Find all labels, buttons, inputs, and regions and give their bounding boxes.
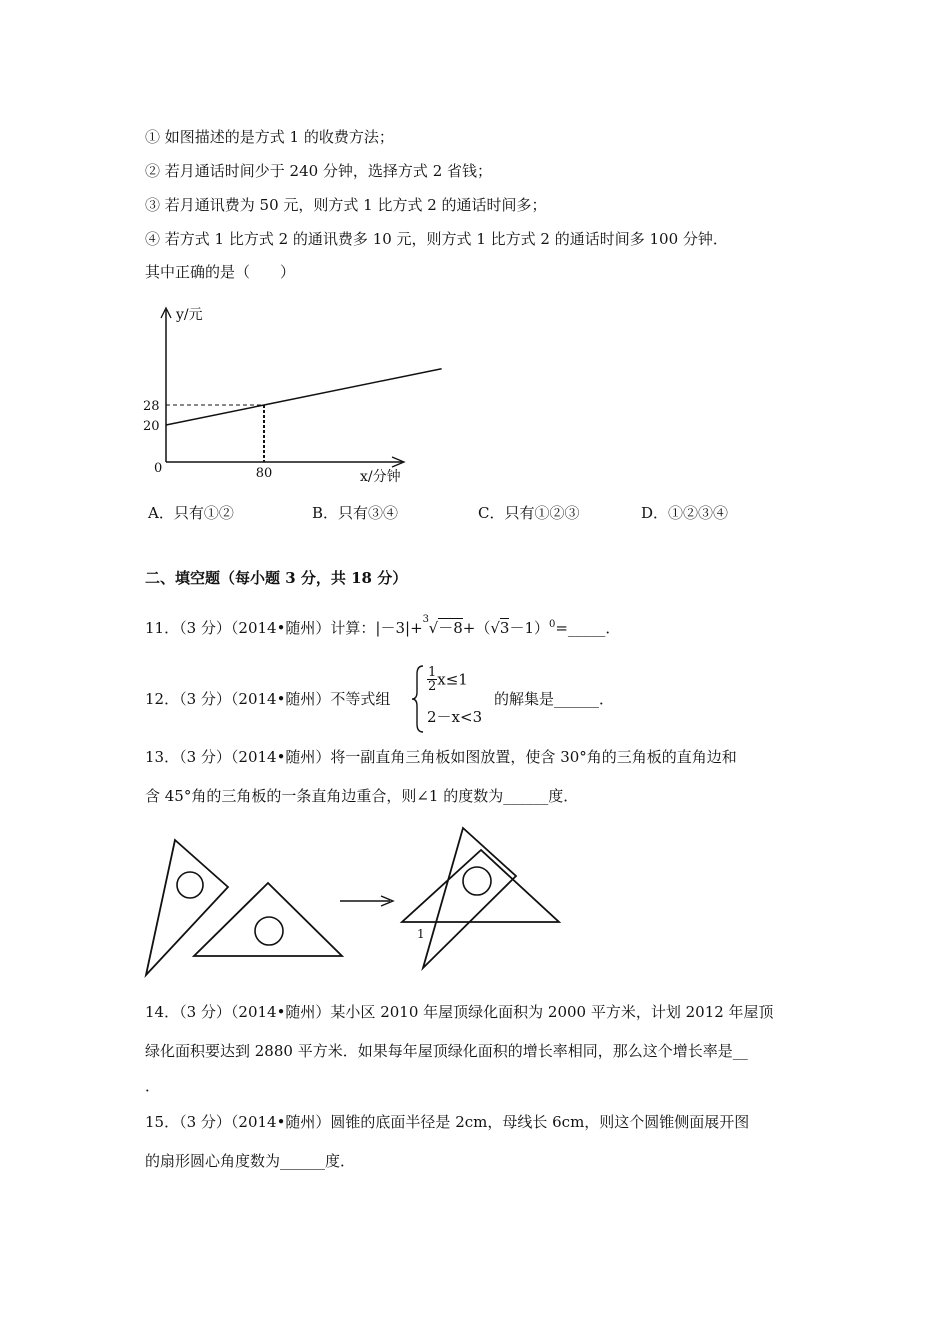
- line-graph-figure: [140, 300, 420, 490]
- q11-cube-root: [422, 614, 463, 638]
- ruler-hole-circle: [255, 917, 283, 945]
- x-axis-label: x/分钟: [360, 469, 401, 485]
- q11-start: 11．（3 分）（2014•随州）计算：|－3|+: [145, 619, 423, 637]
- q12-text-end: 的解集是______．: [494, 690, 615, 708]
- q12-inequality-1-rest: x≤1: [437, 670, 468, 689]
- q12-fraction: [427, 666, 437, 693]
- y-tick-label-28: 28: [143, 399, 160, 414]
- q14-line-1: 14．（3 分）（2014•随州）某小区 2010 年屋顶绿化面积为 2000 平方米，计划 2012 年屋顶: [145, 1003, 774, 1021]
- origin-label: 0: [154, 461, 163, 476]
- q10-prompt: 其中正确的是（ ）: [145, 263, 296, 281]
- q12-inequality-system: [411, 664, 483, 734]
- q10-statement-2: ② 若月通话时间少于 240 分钟，选择方式 2 省钱；: [145, 162, 493, 180]
- q15-line-1: 15．（3 分）（2014•随州）圆锥的底面半径是 2cm，母线长 6cm，则这个圆锥侧面展开图: [145, 1113, 750, 1131]
- q13-line-2: 含 45°角的三角板的一条直角边重合，则∠1 的度数为______度．: [145, 787, 579, 805]
- option-c: C．只有①②③: [478, 504, 580, 522]
- option-d: D．①②③④: [641, 504, 729, 522]
- q11-mid: +（: [462, 619, 491, 637]
- triangle-30-ruler: [146, 840, 228, 975]
- option-b: B．只有③④: [312, 504, 399, 522]
- q15-line-2: 的扇形圆心角度数为______度．: [145, 1152, 356, 1170]
- y-tick-label-20: 20: [143, 419, 160, 434]
- combined-triangle-30: [423, 828, 516, 968]
- q11-text: [145, 615, 620, 638]
- radical-sign-icon: √: [428, 619, 439, 637]
- ruler-hole-circle: [177, 872, 203, 898]
- option-a: A．只有①②: [148, 504, 234, 522]
- y-axis-label: y/元: [176, 307, 203, 323]
- q10-statement-1: ① 如图描述的是方式 1 的收费方法；: [145, 128, 394, 146]
- angle-1-label: 1: [417, 927, 425, 941]
- q11-root-index: 3: [422, 614, 430, 625]
- q11-tail: =_____．: [555, 619, 621, 637]
- q12-inequality-2: 2－x<3: [427, 708, 483, 726]
- q10-statement-3: ③ 若月通讯费为 50 元，则方式 1 比方式 2 的通话时间多；: [145, 196, 547, 214]
- q10-statement-4: ④ 若方式 1 比方式 2 的通讯费多 10 元，则方式 1 比方式 2 的通话时间多 100 分钟．: [145, 230, 728, 248]
- q12-inequality-1: [427, 666, 468, 693]
- ruler-hole-circle: [463, 867, 491, 895]
- q11-exponent: 0: [548, 619, 556, 630]
- q12-fraction-numerator: 1: [428, 665, 437, 680]
- q12-text-start: 12．（3 分）（2014•随州）不等式组: [145, 690, 391, 708]
- x-tick-label-80: 80: [255, 466, 273, 481]
- q11-end: －1）: [509, 619, 549, 637]
- q14-line-2: 绿化面积要达到 2880 平方米．如果每年屋顶绿化面积的增长率相同，那么这个增长率是__: [145, 1042, 748, 1060]
- section-title: 二、填空题（每小题 3 分，共 18 分）: [145, 569, 408, 587]
- q14-line-3: ．: [145, 1077, 161, 1095]
- radical-sign-icon: √: [490, 619, 500, 637]
- q12-fraction-denominator: 2: [428, 679, 437, 694]
- q11-radicand-1: －8: [438, 619, 463, 637]
- q13-line-1: 13．（3 分）（2014•随州）将一副直角三角板如图放置，使含 30°角的三角板的直角边和: [145, 748, 737, 766]
- triangle-rulers-figure: [140, 825, 570, 985]
- series-line-mode-1: [166, 369, 442, 425]
- q11-radicand-2: 3: [499, 619, 510, 637]
- left-brace-icon: [411, 664, 425, 734]
